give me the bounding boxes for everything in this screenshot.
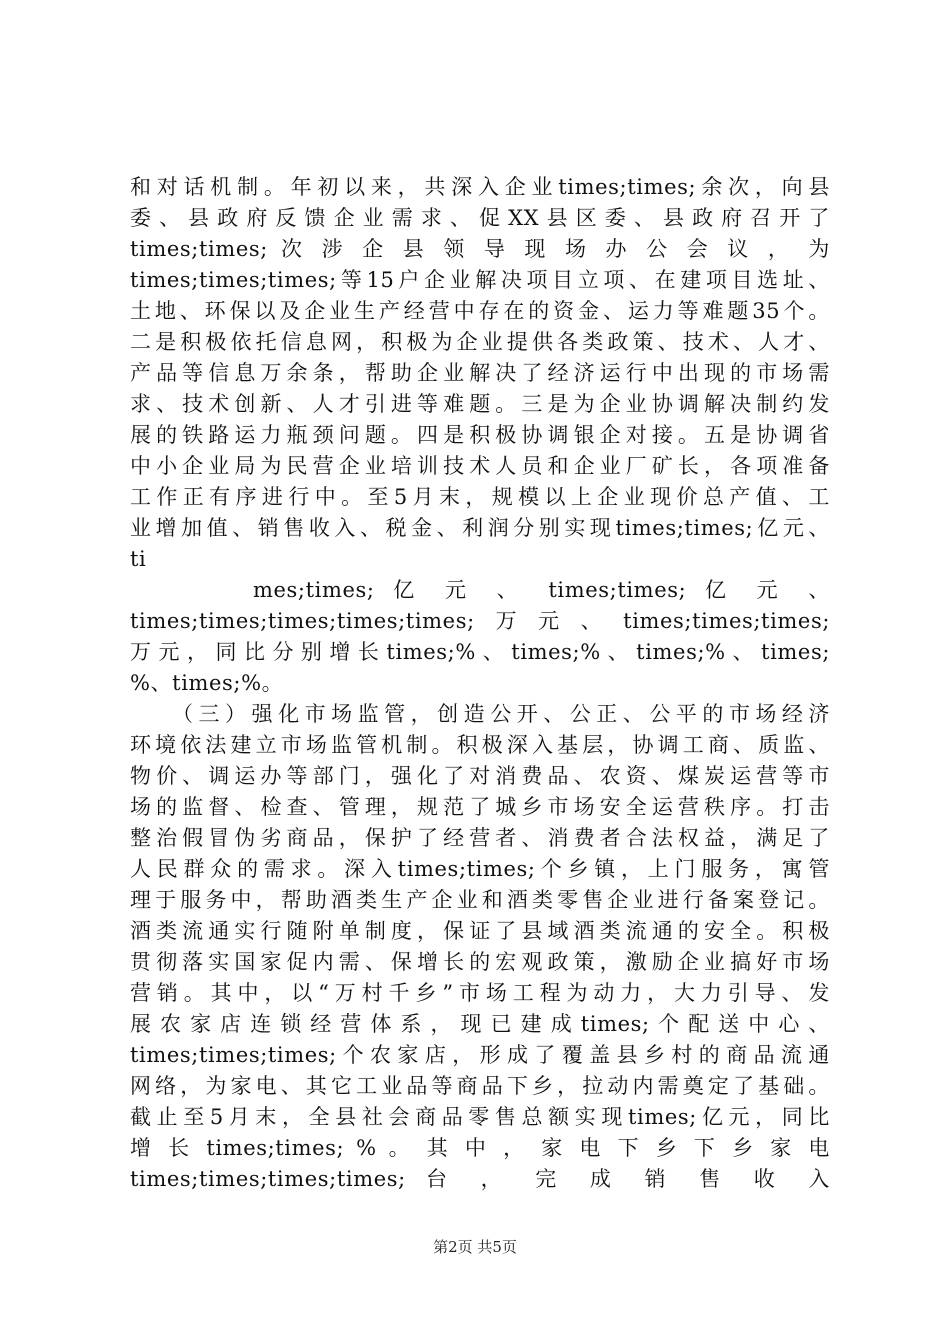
text-line: 增 长 times;times; % 。 其 中 ， 家 电 下 乡 下 乡 家 电 [130, 1136, 830, 1160]
text-line: 截止至5月末，全县社会商品零售总额实现times;亿元，同比 [130, 1105, 830, 1129]
text-line: 整治假冒伪劣商品，保护了经营者、消费者合法权益，满足了 [130, 826, 830, 850]
text-line: 营销。其中，以“万村千乡”市场工程为动力，大力引导、发 [130, 981, 830, 1005]
text-line: 土地、环保以及企业生产经营中存在的资金、运力等难题35个。 [130, 299, 830, 323]
text-line: 工作正有序进行中。至5月末，规模以上企业现价总产值、工 [130, 485, 830, 509]
text-line: 场的监督、检查、管理，规范了城乡市场安全运营秩序。打击 [130, 795, 830, 819]
text-line: 万元，同比分别增长times;%、times;%、times;%、times; [130, 640, 830, 664]
text-line: times;times;times;等15户企业解决项目立项、在建项目选址、 [130, 268, 830, 292]
text-line: mes;times; 亿 元 、 times;times; 亿 元 、 [253, 578, 830, 602]
text-line: %、times;%。 [130, 671, 284, 695]
text-line: times;times;times;个农家店，形成了覆盖县乡村的商品流通 [130, 1043, 830, 1067]
text-line: 网络，为家电、其它工业品等商品下乡，拉动内需奠定了基础。 [130, 1074, 830, 1098]
text-line: 展的铁路运力瓶颈问题。四是积极协调银企对接。五是协调省 [130, 423, 830, 447]
text-line: 求、技术创新、人才引进等难题。三是为企业协调解决制约发 [130, 392, 830, 416]
paragraph-heading: （三）强化市场监管，创造公开、公正、公平的市场经济 [172, 702, 830, 726]
text-line: 展农家店连锁经营体系，现已建成times;个配送中心、 [130, 1012, 830, 1036]
text-line: times;times;times;times; 台 ， 完 成 销 售 收 入 [130, 1167, 830, 1191]
text-line: 中小企业局为民营企业培训技术人员和企业厂矿长，各项准备 [130, 454, 830, 478]
text-line: times;times; 次 涉 企 县 领 导 现 场 办 公 会 议 ， 为 [130, 237, 830, 261]
text-line: 酒类流通实行随附单制度，保证了县域酒类流通的安全。积极 [130, 919, 830, 943]
text-line: 和对话机制。年初以来，共深入企业times;times;余次，向县 [130, 175, 830, 199]
text-line: 业增加值、销售收入、税金、利润分别实现times;times;亿元、 [130, 516, 830, 540]
text-line: 物价、调运办等部门，强化了对消费品、农资、煤炭运营等市 [130, 764, 830, 788]
text-line: ti [130, 547, 147, 571]
text-line: 产品等信息万余条，帮助企业解决了经济运行中出现的市场需 [130, 361, 830, 385]
text-line: times;times;times;times;times;万元、times;times;times; [130, 609, 830, 633]
text-line: 二是积极依托信息网，积极为企业提供各类政策、技术、人才、 [130, 330, 830, 354]
text-line: 环境依法建立市场监管机制。积极深入基层，协调工商、质监、 [130, 733, 830, 757]
text-line: 理于服务中，帮助酒类生产企业和酒类零售企业进行备案登记。 [130, 888, 830, 912]
body-text [130, 172, 830, 1195]
text-line: 人民群众的需求。深入times;times;个乡镇，上门服务，寓管 [130, 857, 830, 881]
text-line: 贯彻落实国家促内需、保增长的宏观政策，激励企业搞好市场 [130, 950, 830, 974]
text-line: 委、县政府反馈企业需求、促XX县区委、县政府召开了 [130, 206, 830, 230]
page-number-footer: 第2页 共5页 [433, 1238, 517, 1256]
